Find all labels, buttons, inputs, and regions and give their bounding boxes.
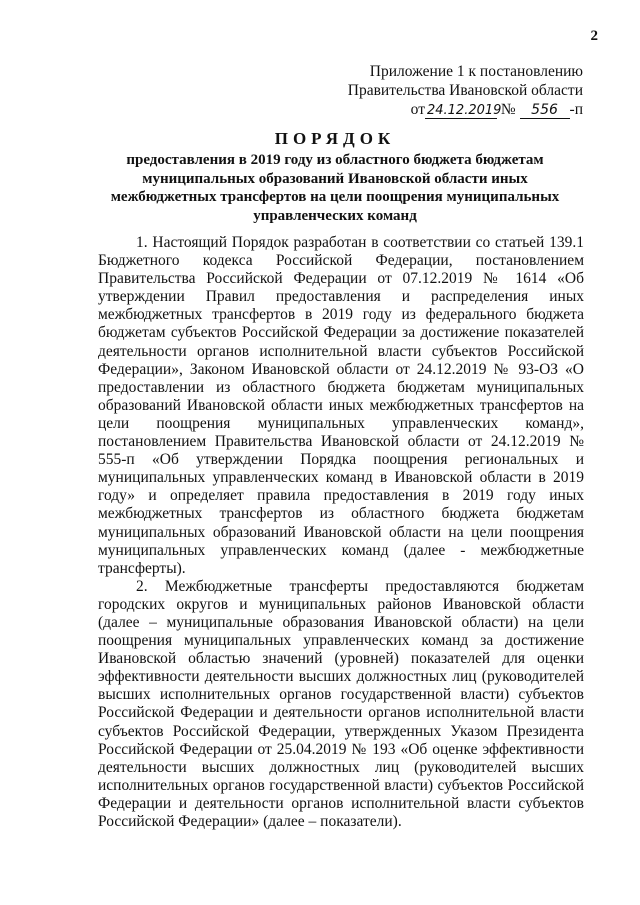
appendix-date-number-line	[303, 100, 583, 119]
document-body	[98, 234, 584, 831]
appendix-line-2: Правительства Ивановской области	[347, 82, 583, 99]
title-subtitle: предоставления в 2019 году из областного бюджета бюджетам муниципальных образований Ивановской области иных межбюджетных трансфертов на цели поощрения муниципальных управленческих команд	[110, 152, 560, 224]
number-suffix: -п	[569, 101, 583, 118]
appendix-header	[303, 62, 583, 119]
title-heading: ПОРЯДОК	[274, 129, 396, 148]
handwritten-date: 24.12.2019	[426, 103, 502, 118]
number-sign: №	[500, 101, 516, 118]
paragraph-2: 2. Межбюджетные трансферты предоставляются бюджетам городских округов и муниципальных районов Ивановской области (далее – муниципальные образования Ивановской области) на цели поощрения муниципальных управленческих команд за достижение Ивановской областью значений (уровней) показателей для оценки эффективности деятельности высших должностных лиц (руководителей высших исполнительных органов государственной власти) субъектов Российской Федерации и деятельности органов исполнительной власти субъектов Российской Федерации, утвержденных Указом Президента Российской Федерации от 25.04.2019 № 193 «Об оценке эффективности деятельности высших должностных лиц (руководителей высших исполнительных органов государственной власти) субъектов Российской Федерации и деятельности органов исполнительной власти субъектов Российской Федерации» (далее – показатели).	[98, 577, 584, 830]
paragraph-1: 1. Настоящий Порядок разработан в соответствии со статьей 139.1 Бюджетного кодекса Российской Федерации, постановлением Правительства Российской Федерации от 07.12.2019 № 1614 «Об утверждении Правил предоставления и распределения иных межбюджетных трансфертов в 2019 году из федерального бюджета бюджетам субъектов Российской Федерации за достижение показателей деятельности органов исполнительной власти субъектов Российской Федерации», Законом Ивановской области от 24.12.2019 № 93-ОЗ «О предоставлении из областного бюджета бюджетам муниципальных образований Ивановской области иных межбюджетных трансфертов на цели поощрения муниципальных управленческих команд», постановлением Правительства Ивановской области от 24.12.2019 № 555-п «Об утверждении Порядка поощрения региональных и муниципальных управленческих команд в Ивановской области в 2019 году» и определяет правила предоставления в 2019 году иных межбюджетных трансфертов из областного бюджета бюджетам муниципальных образований Ивановской области на цели поощрения муниципальных управленческих команд (далее - межбюджетные трансферты).	[98, 234, 584, 577]
from-prefix: от	[410, 101, 425, 118]
appendix-line-1: Приложение 1 к постановлению	[369, 63, 583, 80]
page-number: 2	[590, 28, 598, 44]
handwritten-number: 556	[520, 103, 570, 119]
document-title	[100, 128, 570, 225]
